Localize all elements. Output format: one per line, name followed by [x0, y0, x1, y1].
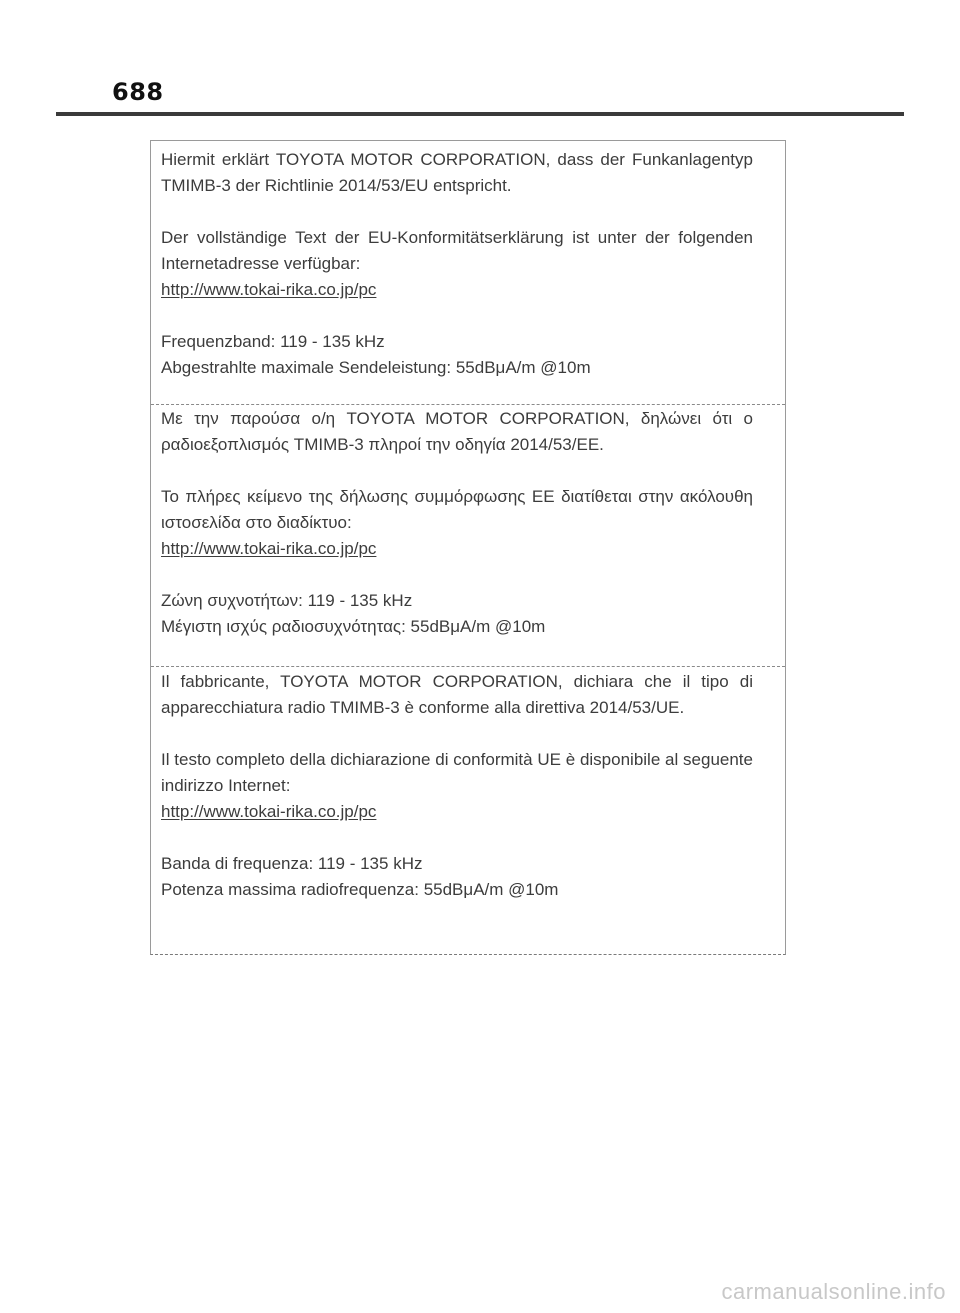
declaration-url-link[interactable]: http://www.tokai-rika.co.jp/pc [161, 802, 377, 821]
page-number: 688 [112, 78, 164, 106]
max-power-text: Abgestrahlte maximale Sendeleistung: 55dBμA/m @10m [161, 358, 591, 377]
frequency-band-text: Ζώνη συχνοτήτων: 119 - 135 kHz [161, 591, 413, 610]
section-greek [151, 406, 785, 640]
declaration-box [150, 140, 786, 955]
section-divider [151, 404, 785, 405]
declaration-url-link[interactable]: http://www.tokai-rika.co.jp/pc [161, 280, 377, 299]
declaration-text: Hiermit erklärt TOYOTA MOTOR CORPORATION, dass der Funkanlagentyp TMIMB-3 der Richtlinie 2014/53/EU entspricht. [161, 150, 753, 195]
frequency-band-text: Banda di frequenza: 119 - 135 kHz [161, 854, 423, 873]
watermark: carmanualsonline.info [721, 1279, 946, 1304]
declaration-text: Il fabbricante, TOYOTA MOTOR CORPORATION, dichiara che il tipo di apparecchiatura radio TMIMB-3 è conforme alla direttiva 2014/53/UE. [161, 672, 753, 717]
declaration-text: Με την παρούσα ο/η TOYOTA MOTOR CORPORATION, δηλώνει ότι ο ραδιοεξοπλισμός TMIMB-3 πληροί την οδηγία 2014/53/ΕΕ. [161, 409, 753, 454]
declaration-url-link[interactable]: http://www.tokai-rika.co.jp/pc [161, 539, 377, 558]
availability-text: Der vollständige Text der EU-Konformitätserklärung ist unter der folgenden Internetadresse verfügbar: [161, 228, 753, 273]
availability-text: Il testo completo della dichiarazione di conformità UE è disponibile al seguente indirizzo Internet: [161, 750, 753, 795]
availability-text: Το πλήρες κείμενο της δήλωσης συμμόρφωσης ΕΕ διατίθεται στην ακόλουθη ιστοσελίδα στο διαδίκτυο: [161, 487, 753, 532]
max-power-text: Μέγιστη ισχύς ραδιοσυχνότητας: 55dBμA/m @10m [161, 617, 546, 636]
max-power-text: Potenza massima radiofrequenza: 55dBμA/m @10m [161, 880, 559, 899]
section-german [151, 147, 785, 381]
frequency-band-text: Frequenzband: 119 - 135 kHz [161, 332, 385, 351]
section-italian [151, 669, 785, 903]
section-divider [151, 666, 785, 667]
header-rule [56, 112, 904, 116]
